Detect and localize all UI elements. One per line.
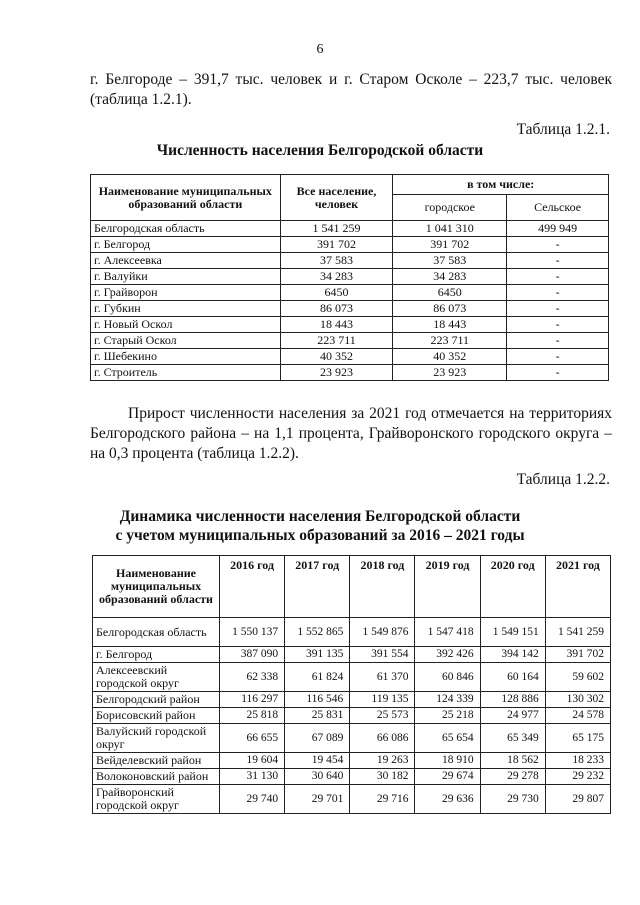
row-value: 18 910 [415,753,480,769]
growth-paragraph [90,404,612,464]
row-name: г. Алексеевка [91,253,281,269]
row-value: 19 263 [350,753,415,769]
intro-paragraph [90,70,612,110]
year-header: 2017 год [285,556,350,618]
row-value: 37 583 [280,253,393,269]
row-value: 65 349 [480,724,545,753]
row-value: - [507,349,609,365]
row-value: 37 583 [393,253,507,269]
row-value: 116 297 [220,692,285,708]
row-value: - [507,317,609,333]
table-row [93,663,611,692]
row-value: 1 547 418 [415,618,480,647]
t2-body [93,618,611,814]
row-value: 18 562 [480,753,545,769]
row-value: 1 541 259 [545,618,610,647]
row-name: г. Старый Оскол [91,333,281,349]
table-row [93,769,611,785]
row-value: 40 352 [280,349,393,365]
row-value: 66 086 [350,724,415,753]
table-row [91,253,609,269]
row-value: 6450 [280,285,393,301]
row-value: - [507,301,609,317]
row-value: 392 426 [415,647,480,663]
growth-line-1: Прирост численности населения за 2021 год отмечается на территориях [128,405,612,422]
t1-header-rural: Сельское [507,195,609,221]
row-value: 19 454 [285,753,350,769]
row-value: 391 702 [545,647,610,663]
table-row [93,692,611,708]
row-name: Грайворонский городской округ [93,785,220,814]
row-value: 1 541 259 [280,221,393,237]
row-value: 18 443 [393,317,507,333]
t1-header-total: Все население, человек [280,175,393,221]
row-name: Валуйский городской округ [93,724,220,753]
row-value: 19 604 [220,753,285,769]
year-header: 2018 год [350,556,415,618]
page-number: 6 [316,42,324,57]
row-value: 30 182 [350,769,415,785]
table2-title [0,507,640,545]
row-value: 29 716 [350,785,415,814]
row-name: г. Строитель [91,365,281,381]
row-value: - [507,333,609,349]
row-name: г. Новый Оскол [91,317,281,333]
row-value: 31 130 [220,769,285,785]
intro-line-1: г. Белгороде – 391,7 тыс. человек и г. Старом Осколе – 223,7 тыс. человек [90,71,612,88]
row-value: 62 338 [220,663,285,692]
row-value: 25 818 [220,708,285,724]
row-value: 61 824 [285,663,350,692]
row-name: г. Грайворон [91,285,281,301]
row-value: 29 807 [545,785,610,814]
row-value: 23 923 [280,365,393,381]
table-row [93,708,611,724]
row-value: 34 283 [280,269,393,285]
row-value: 25 831 [285,708,350,724]
table-row [91,333,609,349]
t2-header-name: Наименование муниципальных образований области [93,556,220,618]
t1-body [91,221,609,381]
row-value: 130 302 [545,692,610,708]
table-row [91,365,609,381]
t1-header-name: Наименование муниципальных образований области [91,175,281,221]
row-name: Волоконовский район [93,769,220,785]
row-value: 23 923 [393,365,507,381]
t1-header-urban: городское [393,195,507,221]
row-value: 29 278 [480,769,545,785]
row-value: 1 549 151 [480,618,545,647]
growth-line-2: Белгородского района – на 1,1 процента, Грайворонского городского округа – [90,425,612,442]
row-name: г. Шебекино [91,349,281,365]
row-value: 128 886 [480,692,545,708]
row-value: 67 089 [285,724,350,753]
row-value: 60 846 [415,663,480,692]
row-name: Борисовский район [93,708,220,724]
table-row [91,317,609,333]
table-row [91,301,609,317]
row-name: Вейделевский район [93,753,220,769]
table2-title-line-1: Динамика численности населения Белгородской области [119,508,521,525]
row-value: - [507,237,609,253]
row-value: 1 041 310 [393,221,507,237]
row-value: 34 283 [393,269,507,285]
table2-title-line-2: с учетом муниципальных образований за 2016 – 2021 годы [115,527,525,544]
row-value: 391 702 [280,237,393,253]
year-header: 2019 год [415,556,480,618]
row-name: Белгородская область [91,221,281,237]
row-value: 391 702 [393,237,507,253]
row-value: 25 218 [415,708,480,724]
row-value: 40 352 [393,349,507,365]
table-row [91,237,609,253]
population-dynamics-table [92,555,611,814]
row-value: - [507,285,609,301]
table-row [93,618,611,647]
table-row [93,753,611,769]
table-row [91,269,609,285]
row-value: 29 674 [415,769,480,785]
row-name: г. Белгород [91,237,281,253]
row-value: 61 370 [350,663,415,692]
row-value: 29 740 [220,785,285,814]
row-value: 86 073 [280,301,393,317]
row-value: 86 073 [393,301,507,317]
year-header: 2020 год [480,556,545,618]
row-value: 60 164 [480,663,545,692]
row-value: - [507,365,609,381]
row-value: 29 730 [480,785,545,814]
row-value: 29 232 [545,769,610,785]
row-value: 29 701 [285,785,350,814]
row-value: 391 135 [285,647,350,663]
table-row [93,724,611,753]
row-value: 24 578 [545,708,610,724]
row-value: - [507,253,609,269]
row-value: 387 090 [220,647,285,663]
row-value: 18 233 [545,753,610,769]
row-value: 223 711 [280,333,393,349]
row-value: 391 554 [350,647,415,663]
row-value: 29 636 [415,785,480,814]
row-value: 116 546 [285,692,350,708]
table-row [91,221,609,237]
row-value: 65 654 [415,724,480,753]
row-value: 394 142 [480,647,545,663]
row-value: 223 711 [393,333,507,349]
row-value: 25 573 [350,708,415,724]
row-value: 6450 [393,285,507,301]
row-value: 66 655 [220,724,285,753]
row-value: 124 339 [415,692,480,708]
row-value: 24 977 [480,708,545,724]
year-header: 2016 год [220,556,285,618]
table1-title: Численность населения Белгородской области [156,142,484,159]
row-value: 119 135 [350,692,415,708]
row-value: 59 602 [545,663,610,692]
row-value: 1 550 137 [220,618,285,647]
t1-header-group: в том числе: [393,175,609,195]
row-name: Алексеевский городской округ [93,663,220,692]
row-value: 1 552 865 [285,618,350,647]
row-value: 499 949 [507,221,609,237]
row-value: 1 549 876 [350,618,415,647]
row-name: г. Губкин [91,301,281,317]
row-value: 18 443 [280,317,393,333]
year-header: 2021 год [545,556,610,618]
row-value: - [507,269,609,285]
row-name: г. Белгород [93,647,220,663]
table2-label: Таблица 1.2.2. [516,471,610,488]
row-value: 65 175 [545,724,610,753]
growth-line-3: на 0,3 процента (таблица 1.2.2). [90,445,299,462]
intro-line-2: (таблица 1.2.1). [90,91,192,108]
table-row [93,785,611,814]
row-name: Белгородская область [93,618,220,647]
row-name: Белгородский район [93,692,220,708]
table-row [91,349,609,365]
row-value: 30 640 [285,769,350,785]
table1-label: Таблица 1.2.1. [516,121,610,138]
population-table [90,174,609,381]
row-name: г. Валуйки [91,269,281,285]
table-row [91,285,609,301]
table-row [93,647,611,663]
